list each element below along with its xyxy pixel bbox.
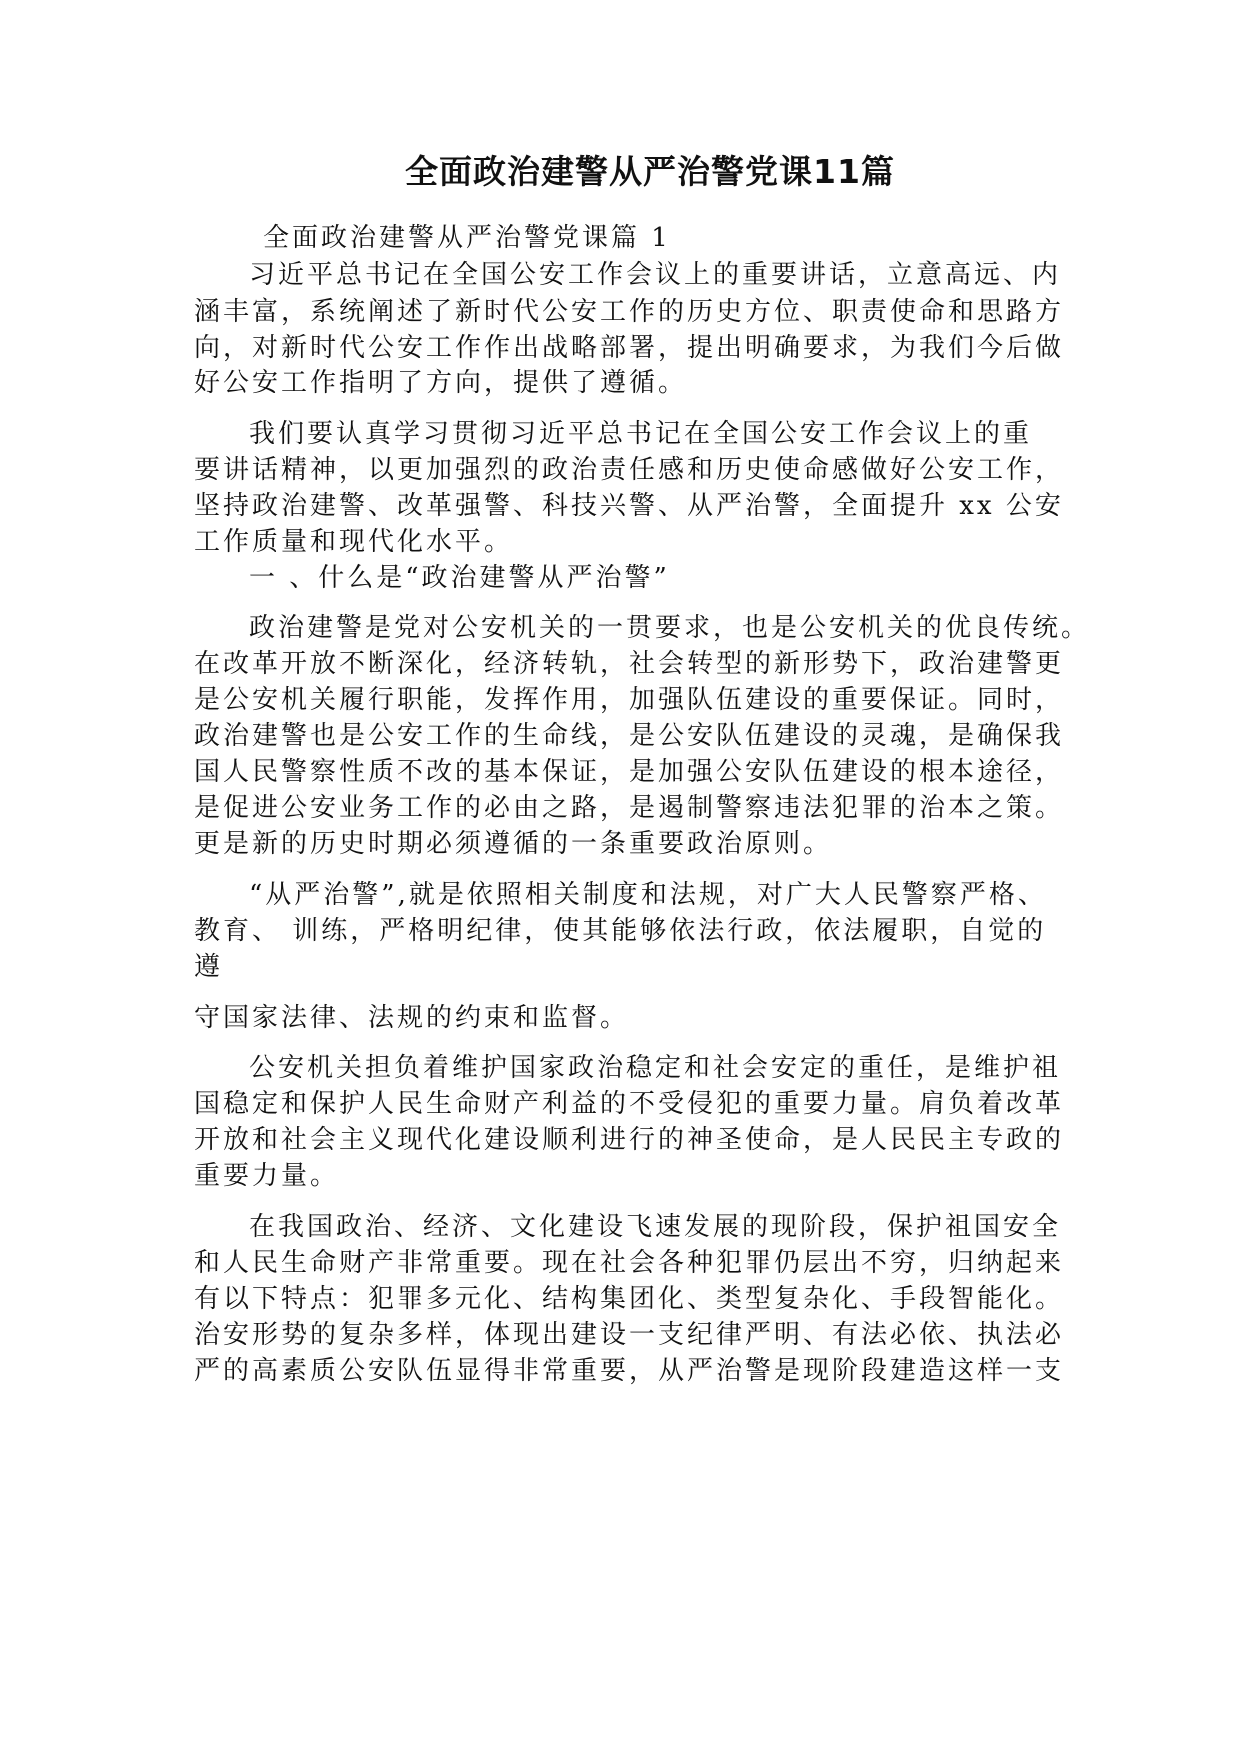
paragraph-line: 向，对新时代公安工作作出战略部署，提出明确要求，为我们今后做 bbox=[194, 333, 1065, 363]
paragraph-line: 国稳定和保护人民生命财产利益的不受侵犯的重要力量。肩负着改革 bbox=[194, 1089, 1065, 1119]
paragraph-line: 我们要认真学习贯彻习近平总书记在全国公安工作会议上的重 bbox=[249, 419, 1033, 449]
paragraph-line: 遵 bbox=[194, 952, 224, 982]
paragraph-line: 教育、 训练，严格明纪律，使其能够依法行政，依法履职，自觉的 bbox=[194, 916, 1047, 946]
paragraph-line: 和人民生命财产非常重要。现在社会各种犯罪仍层出不穷，归纳起来 bbox=[194, 1248, 1065, 1278]
document-title: 全面政治建警从严治警党课11篇 bbox=[405, 152, 895, 191]
paragraph-line: 有以下特点：犯罪多元化、结构集团化、类型复杂化、手段智能化。 bbox=[194, 1284, 1065, 1314]
section-heading: 一 、什么是“政治建警从严治警” bbox=[249, 563, 670, 593]
paragraph-line: 好公安工作指明了方向，提供了遵循。 bbox=[194, 368, 688, 398]
paragraph-line: 习近平总书记在全国公安工作会议上的重要讲话，立意高远、内 bbox=[249, 260, 1062, 290]
paragraph-line: 工作质量和现代化水平。 bbox=[194, 527, 514, 557]
paragraph-line: 在我国政治、经济、文化建设飞速发展的现阶段，保护祖国安全 bbox=[249, 1212, 1062, 1242]
paragraph-line: 是公安机关履行职能，发挥作用，加强队伍建设的重要保证。同时， bbox=[194, 685, 1065, 715]
paragraph-line: 重要力量。 bbox=[194, 1161, 340, 1191]
paragraph-line: 是促进公安业务工作的必由之路，是遏制警察违法犯罪的治本之策。 bbox=[194, 793, 1065, 823]
paragraph-line: 涵丰富，系统阐述了新时代公安工作的历史方位、职责使命和思路方 bbox=[194, 297, 1065, 327]
paragraph-line: 政治建警是党对公安机关的一贯要求，也是公安机关的优良传统。 bbox=[249, 613, 1091, 643]
paragraph-line: 公安机关担负着维护国家政治稳定和社会安定的重任，是维护祖 bbox=[249, 1053, 1062, 1083]
paragraph-line: 国人民警察性质不改的基本保证，是加强公安队伍建设的根本途径， bbox=[194, 757, 1065, 787]
section-heading: 全面政治建警从严治警党课篇 1 bbox=[263, 223, 671, 253]
paragraph-line: 守国家法律、法规的约束和监督。 bbox=[194, 1003, 630, 1033]
paragraph-line: 开放和社会主义现代化建设顺利进行的神圣使命，是人民民主专政的 bbox=[194, 1125, 1065, 1155]
paragraph-line: 在改革开放不断深化，经济转轨，社会转型的新形势下，政治建警更 bbox=[194, 649, 1065, 679]
paragraph-line: 更是新的历史时期必须遵循的一条重要政治原则。 bbox=[194, 829, 833, 859]
paragraph-line: 治安形势的复杂多样，体现出建设一支纪律严明、有法必依、执法必 bbox=[194, 1320, 1065, 1350]
paragraph-line: 坚持政治建警、改革强警、科技兴警、从严治警，全面提升 xx 公安 bbox=[194, 491, 1064, 521]
paragraph-line: 要讲话精神，以更加强烈的政治责任感和历史使命感做好公安工作， bbox=[194, 455, 1065, 485]
paragraph-line: 严的高素质公安队伍显得非常重要，从严治警是现阶段建造这样一支 bbox=[194, 1356, 1065, 1386]
paragraph-line: “从严治警”,就是依照相关制度和法规，对广大人民警察严格、 bbox=[249, 880, 1047, 910]
paragraph-line: 政治建警也是公安工作的生命线，是公安队伍建设的灵魂，是确保我 bbox=[194, 721, 1065, 751]
